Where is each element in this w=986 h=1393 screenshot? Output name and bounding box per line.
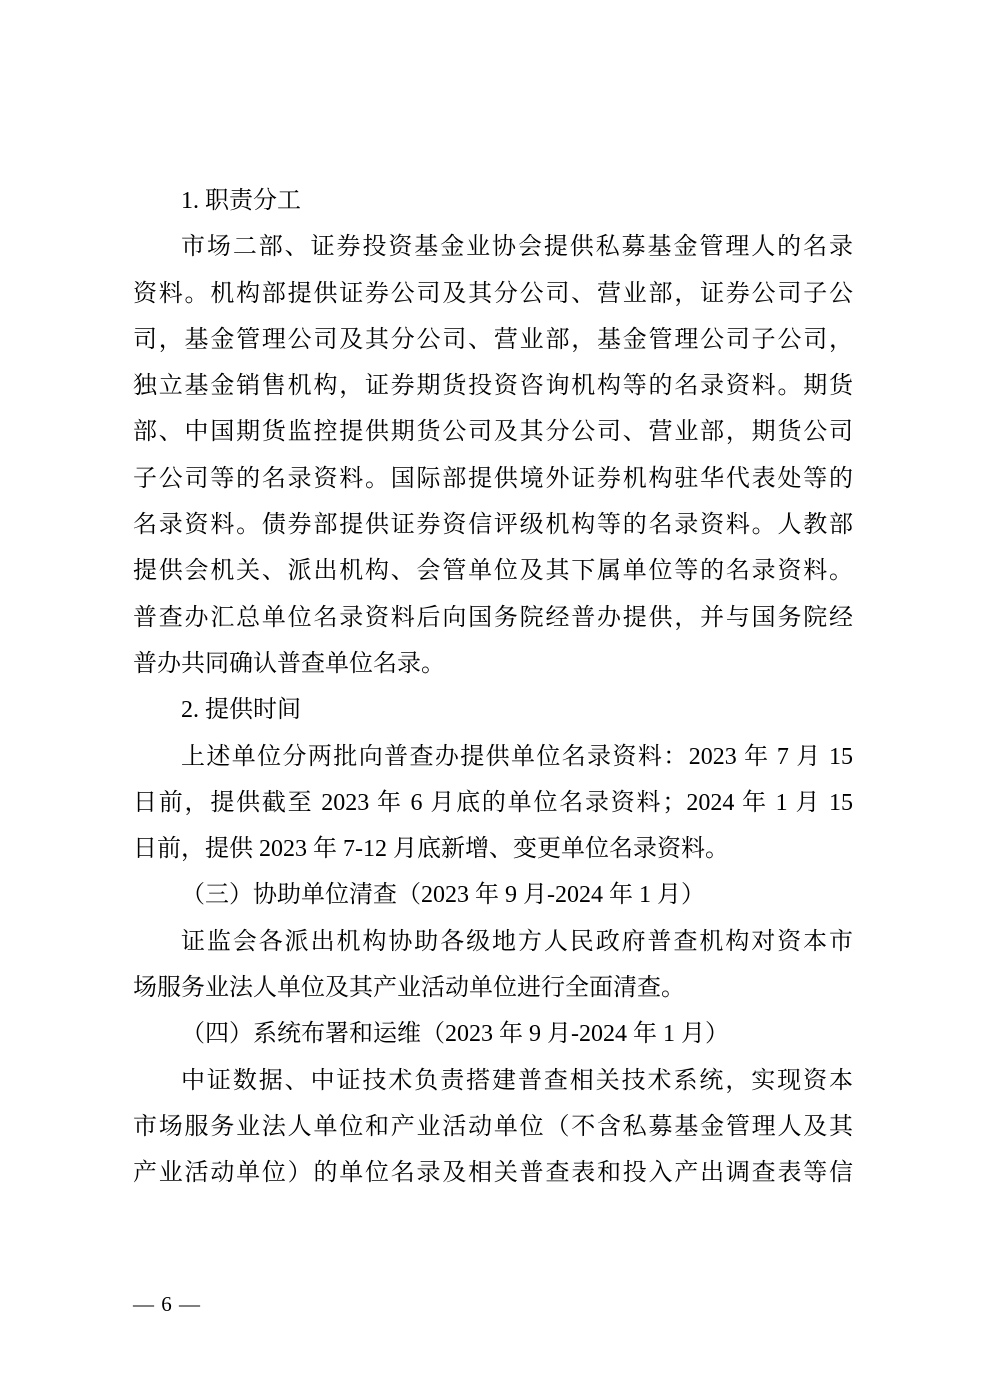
text-line: 资料。机构部提供证券公司及其分公司、营业部，证券公司子公 [133, 280, 853, 307]
document-body [133, 178, 853, 1197]
text-line: 独立基金销售机构，证券期货投资咨询机构等的名录资料。期货 [133, 373, 853, 400]
text-line: 提供会机关、派出机构、会管单位及其下属单位等的名录资料。 [133, 558, 853, 585]
page-footer [133, 1290, 201, 1318]
text-line: 普办共同确认普查单位名录。 [133, 650, 445, 677]
text-line: 日前，提供截至 2023 年 6 月底的单位名录资料；2024 年 1 月 15 [133, 789, 853, 816]
text-line: 证监会各派出机构协助各级地方人民政府普查机构对资本市 [181, 928, 853, 955]
text-line: （三）协助单位清查（2023 年 9 月-2024 年 1 月） [181, 882, 705, 909]
text-line: 名录资料。债券部提供证券资信评级机构等的名录资料。人教部 [133, 512, 853, 539]
text-line: 市场服务业法人单位和产业活动单位（不含私募基金管理人及其 [133, 1113, 853, 1140]
text-line: 子公司等的名录资料。国际部提供境外证券机构驻华代表处等的 [133, 465, 853, 492]
text-line: 场服务业法人单位及其产业活动单位进行全面清查。 [133, 975, 685, 1002]
text-line: 普查办汇总单位名录资料后向国务院经普办提供，并与国务院经 [133, 604, 853, 631]
text-line: 日前，提供 2023 年 7-12 月底新增、变更单位名录资料。 [133, 836, 729, 863]
text-line: 市场二部、证券投资基金业协会提供私募基金管理人的名录 [181, 234, 853, 261]
text-line: 2. 提供时间 [181, 697, 301, 724]
text-line: 上述单位分两批向普查办提供单位名录资料：2023 年 7 月 15 [181, 743, 853, 770]
text-line: 部、中国期货监控提供期货公司及其分公司、营业部，期货公司 [133, 419, 853, 446]
text-line: 1. 职责分工 [181, 188, 301, 214]
text-line: 中证数据、中证技术负责搭建普查相关技术系统，实现资本 [181, 1067, 853, 1094]
text-line: 司，基金管理公司及其分公司、营业部，基金管理公司子公司， [133, 326, 853, 353]
text-line: 产业活动单位）的单位名录及相关普查表和投入产出调查表等信 [133, 1160, 853, 1187]
text-line: （四）系统布署和运维（2023 年 9 月-2024 年 1 月） [181, 1021, 729, 1048]
page-number: — 6 — [133, 1292, 201, 1316]
